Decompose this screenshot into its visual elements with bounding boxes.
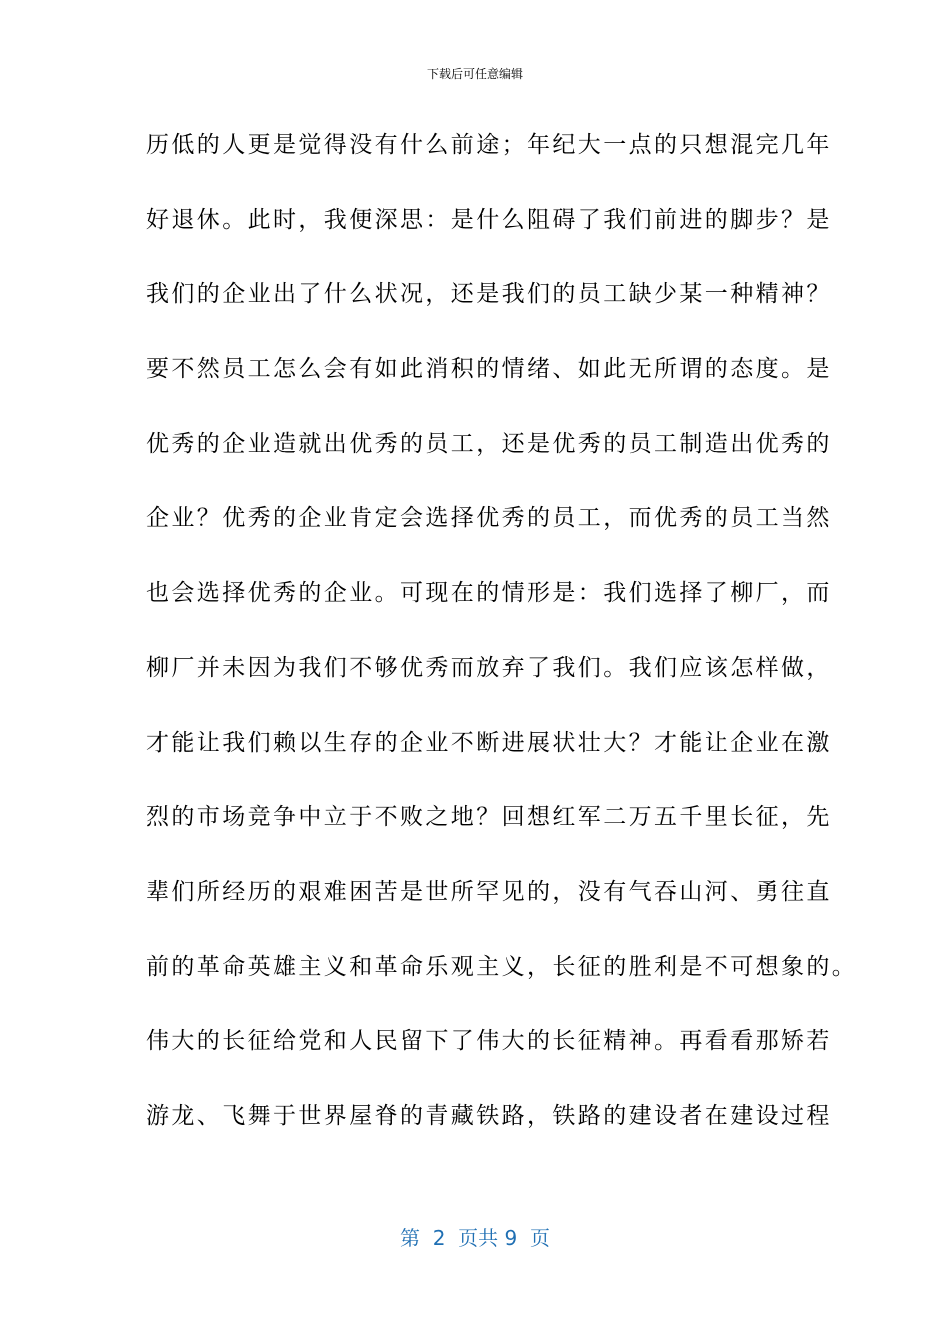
body-line-1: 历低的人更是觉得没有什么前途；年纪大一点的只想混完几年 (146, 132, 832, 158)
body-line-3: 我们的企业出了什么状况，还是我们的员工缺少某一种精神？ (146, 281, 832, 308)
body-line-10: 烈的市场竞争中立于不败之地？回想红军二万五千里长征，先 (146, 804, 832, 831)
page-number-footer: 第 2 页共 9 页 (400, 1226, 550, 1250)
body-line-6: 企业？优秀的企业肯定会选择优秀的员工，而优秀的员工当然 (146, 505, 832, 532)
body-line-5: 优秀的企业造就出优秀的员工，还是优秀的员工制造出优秀的 (146, 430, 832, 457)
body-line-12: 前的革命英雄主义和革命乐观主义，长征的胜利是不可想象的。 (146, 953, 858, 980)
body-line-13: 伟大的长征给党和人民留下了伟大的长征精神。再看看那矫若 (146, 1028, 832, 1055)
body-text (146, 120, 858, 1166)
page-header: 下载后可任意编辑 (426, 67, 523, 81)
body-line-4: 要不然员工怎么会有如此消积的情绪、如此无所谓的态度。是 (146, 356, 832, 383)
body-line-11: 辈们所经历的艰难困苦是世所罕见的，没有气吞山河、勇往直 (146, 878, 832, 905)
body-line-7: 也会选择优秀的企业。可现在的情形是：我们选择了柳厂，而 (146, 580, 832, 607)
body-line-2: 好退休。此时，我便深思：是什么阻碍了我们前进的脚步？是 (146, 206, 832, 233)
body-line-9: 才能让我们赖以生存的企业不断进展状壮大？才能让企业在激 (146, 729, 832, 756)
body-line-14: 游龙、飞舞于世界屋脊的青藏铁路，铁路的建设者在建设过程 (146, 1102, 832, 1129)
body-line-8: 柳厂并未因为我们不够优秀而放弃了我们。我们应该怎样做， (146, 654, 832, 681)
